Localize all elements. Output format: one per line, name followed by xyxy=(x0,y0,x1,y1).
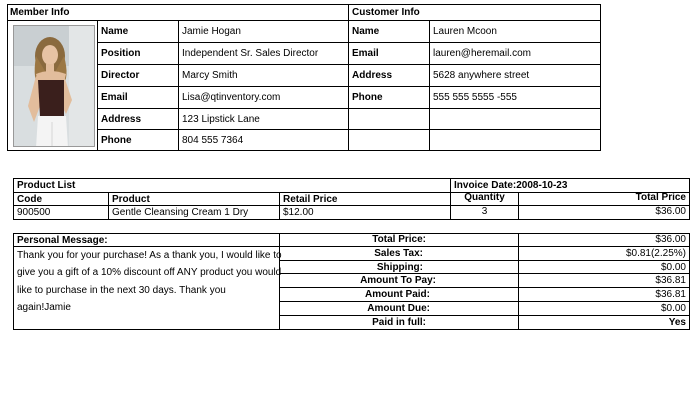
customer-address-label: Address xyxy=(352,70,393,81)
member-address-value: 123 Lipstick Lane xyxy=(182,114,260,125)
customer-address-value: 5628 anywhere street xyxy=(433,70,530,81)
amount-due-value: $0.00 xyxy=(660,303,686,314)
member-position-label: Position xyxy=(101,48,141,59)
col-header-code: Code xyxy=(17,194,42,205)
shipping-value: $0.00 xyxy=(660,262,686,273)
customer-phone-label: Phone xyxy=(352,92,383,103)
row-quantity: 3 xyxy=(481,206,488,217)
personal-message-line-4: again!Jamie xyxy=(17,302,71,313)
member-position-value: Independent Sr. Sales Director xyxy=(182,48,319,59)
sales-tax-value: $0.81(2.25%) xyxy=(625,248,686,259)
customer-name-label: Name xyxy=(352,26,380,37)
amount-due-label: Amount Due: xyxy=(367,303,430,314)
member-phone-label: Phone xyxy=(101,135,132,146)
row-product: Gentle Cleansing Cream 1 Dry xyxy=(112,207,249,218)
amount-paid-label: Amount Paid: xyxy=(365,289,430,300)
member-email-label: Email xyxy=(101,92,128,103)
member-director-label: Director xyxy=(101,70,140,81)
col-header-product: Product xyxy=(112,194,150,205)
invoice-date: Invoice Date:2008-10-23 xyxy=(454,180,568,191)
total-price-value: $36.00 xyxy=(655,234,686,245)
member-name-value: Jamie Hogan xyxy=(182,26,241,37)
sales-tax-label: Sales Tax: xyxy=(374,248,423,259)
shipping-label: Shipping: xyxy=(376,262,423,273)
row-total-price: $36.00 xyxy=(655,206,686,217)
member-portrait-image xyxy=(14,26,95,147)
col-header-total-price: Total Price xyxy=(635,192,686,203)
member-email-value[interactable]: Lisa@qtinventory.com xyxy=(182,92,281,103)
member-director-value: Marcy Smith xyxy=(182,70,238,81)
amount-paid-value: $36.81 xyxy=(655,289,686,300)
personal-message-line-3: like to purchase in the next 30 days. Thank you xyxy=(17,285,226,296)
member-phone-value: 804 555 7364 xyxy=(182,135,244,146)
customer-name-value: Lauren Mcoon xyxy=(433,26,497,37)
paid-in-full-value: Yes xyxy=(668,317,686,328)
member-photo xyxy=(13,25,95,147)
total-price-label: Total Price: xyxy=(372,234,426,245)
amount-to-pay-value: $36.81 xyxy=(655,275,686,286)
personal-message-line-1: Thank you for your purchase! As a thank you, I would like to xyxy=(17,250,282,261)
col-header-quantity: Quantity xyxy=(464,192,505,203)
amount-to-pay-label: Amount To Pay: xyxy=(360,275,436,286)
paid-in-full-label: Paid in full: xyxy=(372,317,426,328)
product-list-heading: Product List xyxy=(17,180,76,191)
personal-message-line-2: give you a gift of a 10% discount off ANY product you would xyxy=(17,267,282,278)
col-header-retail-price: Retail Price xyxy=(283,194,338,205)
customer-info-heading: Customer Info xyxy=(352,7,420,18)
member-address-label: Address xyxy=(101,114,142,125)
row-code: 900500 xyxy=(17,207,51,218)
customer-email-label: Email xyxy=(352,48,379,59)
member-info-heading: Member Info xyxy=(10,7,70,18)
customer-email-value[interactable]: lauren@heremail.com xyxy=(433,48,531,59)
row-retail-price: $12.00 xyxy=(283,207,314,218)
customer-phone-value: 555 555 5555 -555 xyxy=(433,92,517,103)
member-name-label: Name xyxy=(101,26,129,37)
personal-message-heading: Personal Message: xyxy=(17,235,108,246)
